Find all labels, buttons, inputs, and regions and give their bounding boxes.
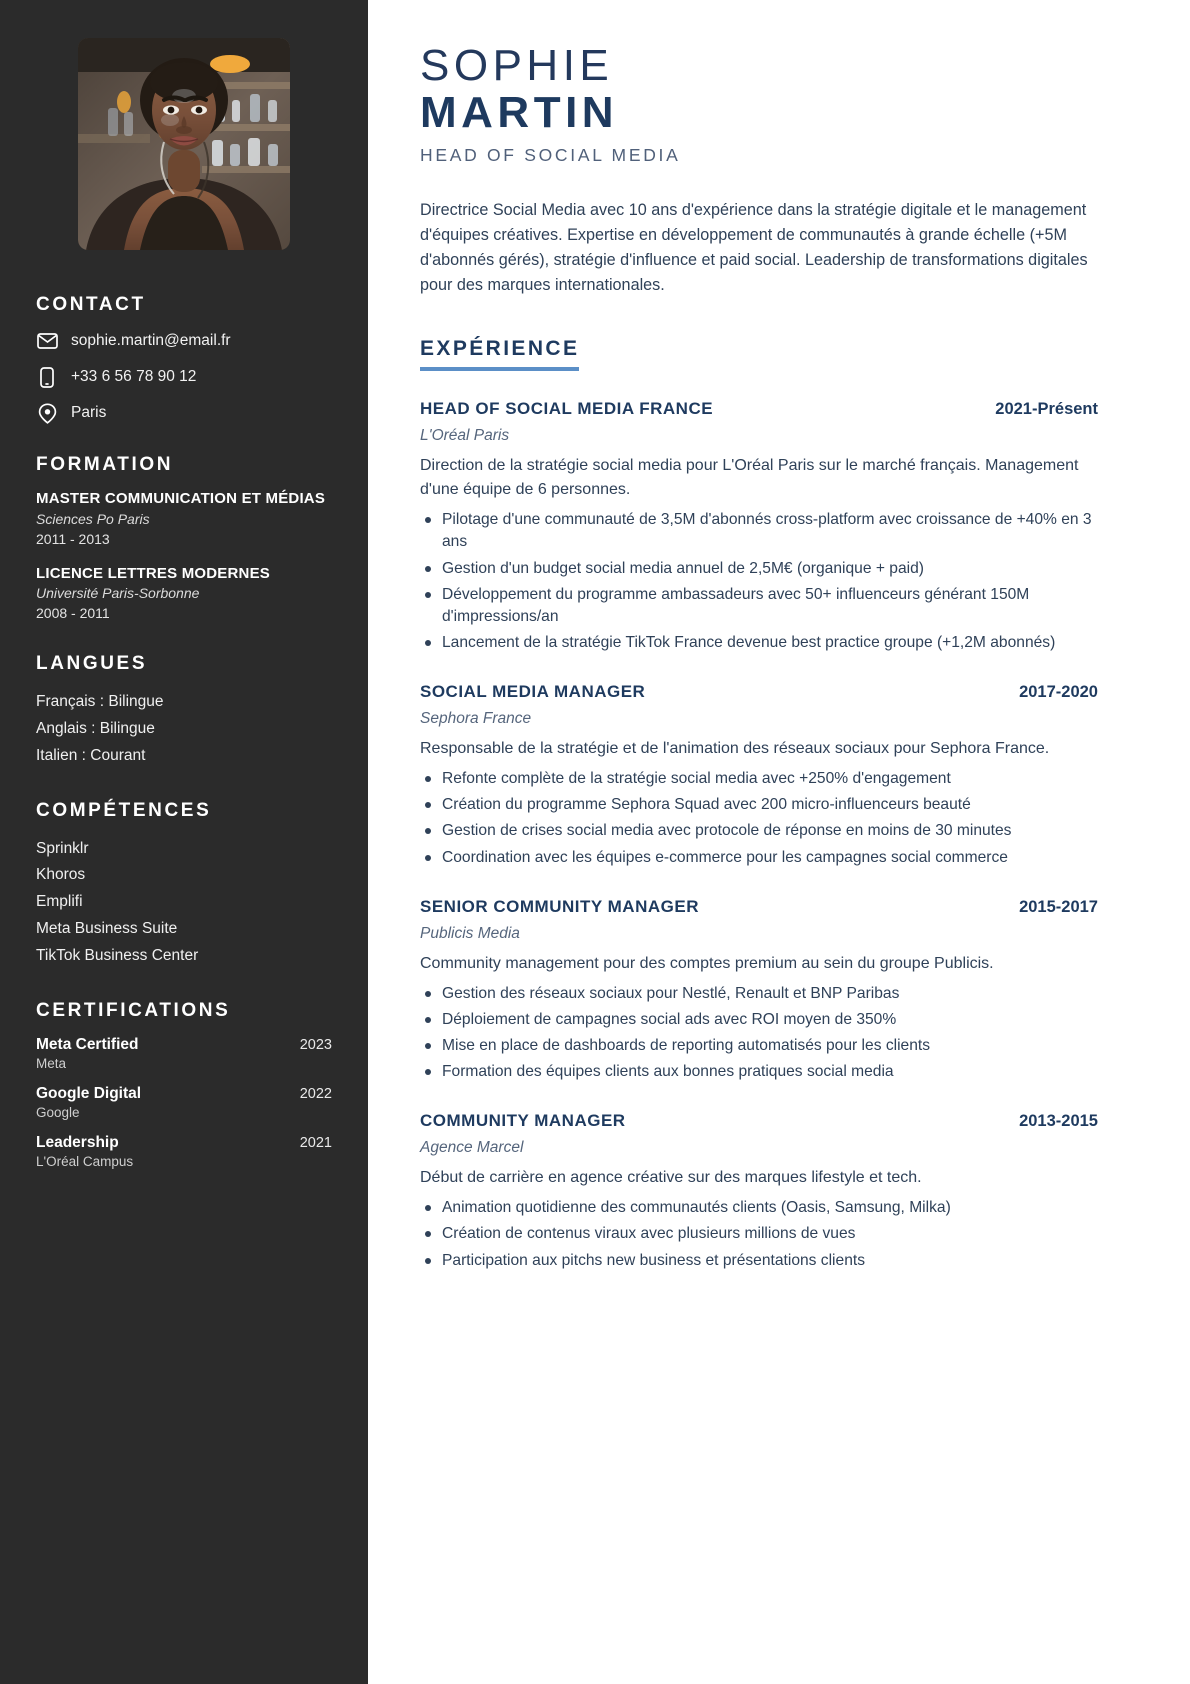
certification-year: 2021 — [299, 1134, 332, 1151]
experience-item — [420, 897, 1098, 1084]
experience-item — [420, 399, 1098, 654]
certifications-heading: CERTIFICATIONS — [36, 999, 231, 1021]
education-school: Université Paris-Sorbonne — [36, 585, 200, 602]
contact-location-row[interactable] — [36, 402, 332, 424]
experience-company: Sephora France — [420, 710, 532, 728]
experience-bullet: Gestion des réseaux sociaux pour Nestlé, Renault et BNP Paribas — [420, 983, 1098, 1005]
experience-dates: 2021-Présent — [995, 400, 1098, 419]
certification-name: Google Digital — [36, 1084, 142, 1102]
certification-org: Meta — [36, 1055, 67, 1071]
contact-phone-value: +33 6 56 78 90 12 — [71, 367, 197, 385]
main-content — [368, 0, 1190, 1684]
experience-bullets — [420, 768, 1098, 869]
experience-heading: EXPÉRIENCE — [420, 337, 579, 371]
experience-company: Agence Marcel — [420, 1139, 524, 1157]
language-item: Anglais : Bilingue — [36, 719, 155, 737]
experience-bullets — [420, 1197, 1098, 1271]
language-item: Italien : Courant — [36, 746, 146, 764]
formation-section — [36, 454, 332, 623]
experience-bullet: Gestion d'un budget social media annuel de 2,5M€ (organique + paid) — [420, 558, 1098, 580]
experience-item — [420, 682, 1098, 869]
experience-role: HEAD OF SOCIAL MEDIA FRANCE — [420, 399, 714, 419]
job-title: HEAD OF SOCIAL MEDIA — [420, 145, 681, 166]
experience-item — [420, 1111, 1098, 1271]
experience-bullet: Animation quotidienne des communautés clients (Oasis, Samsung, Milka) — [420, 1197, 1098, 1219]
experience-dates: 2015-2017 — [1019, 897, 1098, 916]
language-item: Français : Bilingue — [36, 693, 164, 711]
certification-org: Google — [36, 1104, 80, 1120]
certification-item — [36, 1085, 332, 1120]
experience-role: SENIOR COMMUNITY MANAGER — [420, 896, 699, 916]
experience-company: Publicis Media — [420, 924, 520, 942]
location-pin-icon — [36, 403, 58, 424]
education-degree: LICENCE LETTRES MODERNES — [36, 564, 270, 582]
skill-item: TikTok Business Center — [36, 946, 199, 964]
contact-section — [36, 294, 332, 424]
phone-icon — [36, 367, 58, 388]
skill-item: Khoros — [36, 866, 86, 884]
education-item — [36, 565, 332, 624]
contact-heading: CONTACT — [36, 294, 146, 315]
formation-heading: FORMATION — [36, 454, 174, 475]
contact-phone-row[interactable] — [36, 366, 332, 388]
first-name: SOPHIE — [420, 41, 614, 90]
experience-bullet: Création de contenus viraux avec plusieurs millions de vues — [420, 1223, 1098, 1245]
experience-description: Responsable de la stratégie et de l'animation des réseaux sociaux pour Sephora France. — [420, 740, 1050, 758]
experience-bullet: Formation des équipes clients aux bonnes pratiques social media — [420, 1061, 1098, 1083]
education-years: 2011 - 2013 — [36, 530, 110, 547]
experience-bullet: Création du programme Sephora Squad avec 200 micro-influenceurs beauté — [420, 794, 1098, 816]
experience-company: L'Oréal Paris — [420, 427, 510, 445]
langues-heading: LANGUES — [36, 653, 148, 675]
experience-dates: 2013-2015 — [1019, 1112, 1098, 1131]
education-item — [36, 490, 332, 549]
competences-heading: COMPÉTENCES — [36, 799, 212, 821]
certification-org: L'Oréal Campus — [36, 1153, 134, 1169]
certification-item — [36, 1036, 332, 1071]
education-degree: MASTER COMMUNICATION ET MÉDIAS — [36, 490, 326, 507]
experience-bullets — [420, 509, 1098, 654]
experience-role: COMMUNITY MANAGER — [420, 1111, 626, 1131]
experience-description: Début de carrière en agence créative sur des marques lifestyle et tech. — [420, 1169, 922, 1187]
experience-bullets — [420, 983, 1098, 1084]
experience-bullet: Déploiement de campagnes social ads avec ROI moyen de 350% — [420, 1009, 1098, 1031]
certification-year: 2022 — [299, 1085, 332, 1102]
experience-bullet: Mise en place de dashboards de reporting automatisés pour les clients — [420, 1035, 1098, 1057]
education-school: Sciences Po Paris — [36, 510, 150, 527]
certification-year: 2023 — [299, 1036, 332, 1053]
certifications-section — [36, 1000, 332, 1169]
langues-section — [36, 653, 332, 769]
skill-item: Meta Business Suite — [36, 919, 178, 937]
experience-bullet: Coordination avec les équipes e-commerce pour les campagnes social commerce — [420, 847, 1098, 869]
competences-section — [36, 800, 332, 970]
contact-email-row[interactable] — [36, 330, 332, 352]
experience-bullet: Gestion de crises social media avec protocole de réponse en moins de 30 minutes — [420, 820, 1098, 842]
envelope-icon — [36, 333, 58, 349]
experience-bullet: Lancement de la stratégie TikTok France devenue best practice groupe (+1,2M abonnés) — [420, 632, 1098, 654]
education-years: 2008 - 2011 — [36, 605, 110, 622]
cv-header — [420, 42, 1098, 166]
certification-name: Leadership — [36, 1133, 119, 1151]
experience-description: Community management pour des comptes premium au sein du groupe Publicis. — [420, 954, 994, 972]
sidebar — [0, 0, 368, 1684]
profile-photo — [78, 38, 290, 250]
contact-email-value: sophie.martin@email.fr — [71, 331, 231, 349]
certification-item — [36, 1134, 332, 1169]
skill-item: Emplifi — [36, 893, 83, 911]
experience-dates: 2017-2020 — [1019, 683, 1098, 702]
experience-role: SOCIAL MEDIA MANAGER — [420, 682, 646, 702]
profile-summary: Directrice Social Media avec 10 ans d'expérience dans la stratégie digitale et le management d'équipes créatives. Expertise en développement de communautés à grande échelle (+5M d'abonnés gérés), stratégie d'influence et paid social. Leadership de transformations digitales pour des marques internationales. — [420, 201, 1088, 294]
experience-bullet: Pilotage d'une communauté de 3,5M d'abonnés cross-platform avec croissance de +40% en 3 ans — [420, 509, 1098, 553]
contact-location-value: Paris — [71, 403, 107, 421]
experience-bullet: Développement du programme ambassadeurs avec 50+ influenceurs générant 150M d'impressions/an — [420, 584, 1098, 628]
last-name: MARTIN — [420, 88, 619, 138]
experience-bullet: Participation aux pitchs new business et présentations clients — [420, 1250, 1098, 1272]
certification-name: Meta Certified — [36, 1035, 139, 1053]
profile-photo-image — [78, 38, 290, 250]
skill-item: Sprinklr — [36, 839, 89, 857]
experience-bullet: Refonte complète de la stratégie social media avec +250% d'engagement — [420, 768, 1098, 790]
experience-description: Direction de la stratégie social media pour L'Oréal Paris sur le marché français. Management d'une équipe de 6 personnes. — [420, 457, 1079, 499]
